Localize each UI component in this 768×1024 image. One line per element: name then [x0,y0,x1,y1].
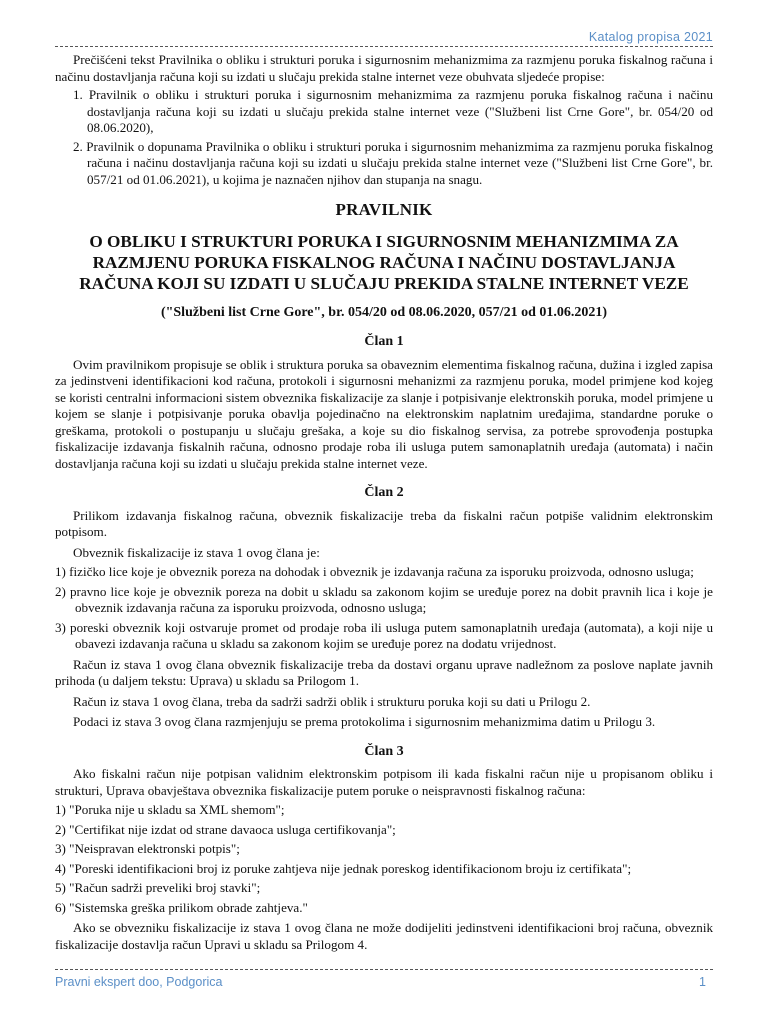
article-3-list-item: 5) "Račun sadrži preveliki broj stavki"; [55,880,261,895]
article-2-paragraph-4: Račun iz stava 1 ovog člana, treba da sadrži sadrži oblik i strukturu poruka koji su dati u Prilogu 2. [73,693,591,709]
article-2-paragraph-2: Obveznik fiskalizacije iz stava 1 ovog člana je: [73,544,320,560]
article-3-list-item: 6) "Sistemska greška prilikom obrade zahtjeva." [55,899,308,915]
header-title: Katalog propisa 2021 [588,30,713,44]
article-1-text: Ovim pravilnikom propisuje se oblik i struktura poruka sa obaveznim elementima fiskalnog računa, dužina i izgled zapisa za jedinstveni identifikacioni kod računa, protokoli i sigurnosni mehanizmi za razmjenu poruka, model primjene kod kojeg se koristi centralni informacioni sistem obveznika fiskalizacije za slanje i potpisivanje elektronskih poruka, model primjene u kojem se slanje i potpisivanje poruka obavlja pojedinačno na elektronskim naplatnim uređajima, standardne poruke o greškama, protokoli o postupanju u slučaju grešaka, a koje su dio fiskalnog servisa, za potrebe sprovođenja postupka fiskalizacije izdavanja fiskalnih računa, odnosno prodaje roba ili usluga putem samonaplatnih uređaja (automata) i način dostavljanja računa koji su izdati u slučaju prekida stalne internet veze. [55,356,713,471]
article-3-list-item: 1) "Poruka nije u skladu sa XML shemom"; [55,802,285,817]
article-2-list-item: 3) poreski obveznik koji ostvaruje promet od prodaje roba ili usluga putem samonaplatnih uređaja (automata), a koji nije u obavezi izdavanja računa u skladu sa zakonom kojim se uređuje porez na dodatu vrijednost. [55,619,713,651]
intro-list-item: 2. Pravilnik o dopunama Pravilnika o obliku i strukturi poruka i sigurnosnim mehanizmima za razmjenu poruka fiskalnog računa i načinu dostavljanja računa koji su izdati u slučaju prekida stalne internet veze ("Službeni list Crne Gore", br. 057/21 od 01.06.2021), u kojima je naznačen njihov dan stupanja na snagu. [73,138,713,187]
article-3-heading: Član 3 [364,743,404,759]
article-3-paragraph-1: Ako fiskalni račun nije potpisan validnim elektronskim potpisom ili kada fiskalni račun nije u propisanom obliku i strukturi, Uprava obavještava obveznika fiskalizacije putem poruke o neispravnosti fiskalnog računa: [55,766,713,798]
page-number: 1 [699,975,706,989]
article-2-list-item: 1) fizičko lice koje je obveznik poreza na dohodak i obveznik je izdavanja računa za isporuku proizvoda, odnosno usluga; [55,564,694,579]
article-3-list-item: 3) "Neispravan elektronski potpis"; [55,841,240,856]
document-type-heading: PRAVILNIK [335,200,433,219]
document-reference: ("Službeni list Crne Gore", br. 054/20 od 08.06.2020, 057/21 od 01.06.2021) [160,304,608,320]
footer-publisher: Pravni ekspert doo, Podgorica [55,975,223,989]
document-title: O OBLIKU I STRUKTURI PORUKA I SIGURNOSNIM MEHANIZMIMA ZA RAZMJENU PORUKA FISKALNOG RAČUNA I NAČINU DOSTAVLJANJA RAČUNA KOJI SU IZDATI U SLUČAJU PREKIDA STALNE INTERNET VEZE [79,231,689,293]
article-3-list-item: 4) "Poreski identifikacioni broj iz poruke zahtjeva nije jednak poreskog identifikacionom broju iz certifikata"; [55,860,632,876]
article-2-paragraph-3: Račun iz stava 1 ovog člana obveznik fiskalizacije treba da dostavi organu uprave nadležnom za poslove naplate javnih prihoda (u daljem tekstu: Uprava) u skladu sa Prilogom 1. [55,656,713,688]
article-2-paragraph-1: Prilikom izdavanja fiskalnog računa, obveznik fiskalizacije treba da fiskalni račun potpiše validnim elektronskim potpisom. [55,507,713,539]
article-2-list-item: 2) pravno lice koje je obveznik poreza na dobit u skladu sa zakonom kojim se uređuje porez na dobit pravnih lica i koje je obveznik izdavanja računa za isporuku proizvoda, odnosno usluga; [55,583,713,615]
document-body [55,52,713,953]
footer-divider [55,969,713,970]
intro-paragraph: Prečišćeni tekst Pravilnika o obliku i strukturi poruka i sigurnosnim mehanizmima za razmjenu poruka fiskalnog računa i načinu dostavljanja računa koji su izdati u slučaju prekida stalne internet veze obuhvata sljedeće propise: [55,52,713,84]
article-1-heading: Član 1 [364,334,404,349]
intro-list-item: 1. Pravilnik o obliku i strukturi poruka i sigurnosnim mehanizmima za razmjenu poruka fiskalnog računa i načinu dostavljanja računa koji su izdati u slučaju prekida stalne internet veze ("Službeni list Crne Gore", br. 054/20 od 08.06.2020), [73,87,713,135]
article-3-list-item: 2) "Certifikat nije izdat od strane davaoca usluga certifikovanja"; [55,821,396,837]
article-2-paragraph-5: Podaci iz stava 3 ovog člana razmjenjuju se prema protokolima i sigurnosnim mehanizmima datim u Prilogu 3. [73,714,656,729]
header-divider [55,46,713,47]
article-2-heading: Član 2 [364,485,404,500]
article-3-paragraph-2: Ako se obvezniku fiskalizacije iz stava 1 ovog člana ne može dodijeliti jedinstveni identifikacioni broj računa, obveznik fiskalizacije dostavlja račun Upravi u skladu sa Prilogom 4. [55,920,713,952]
